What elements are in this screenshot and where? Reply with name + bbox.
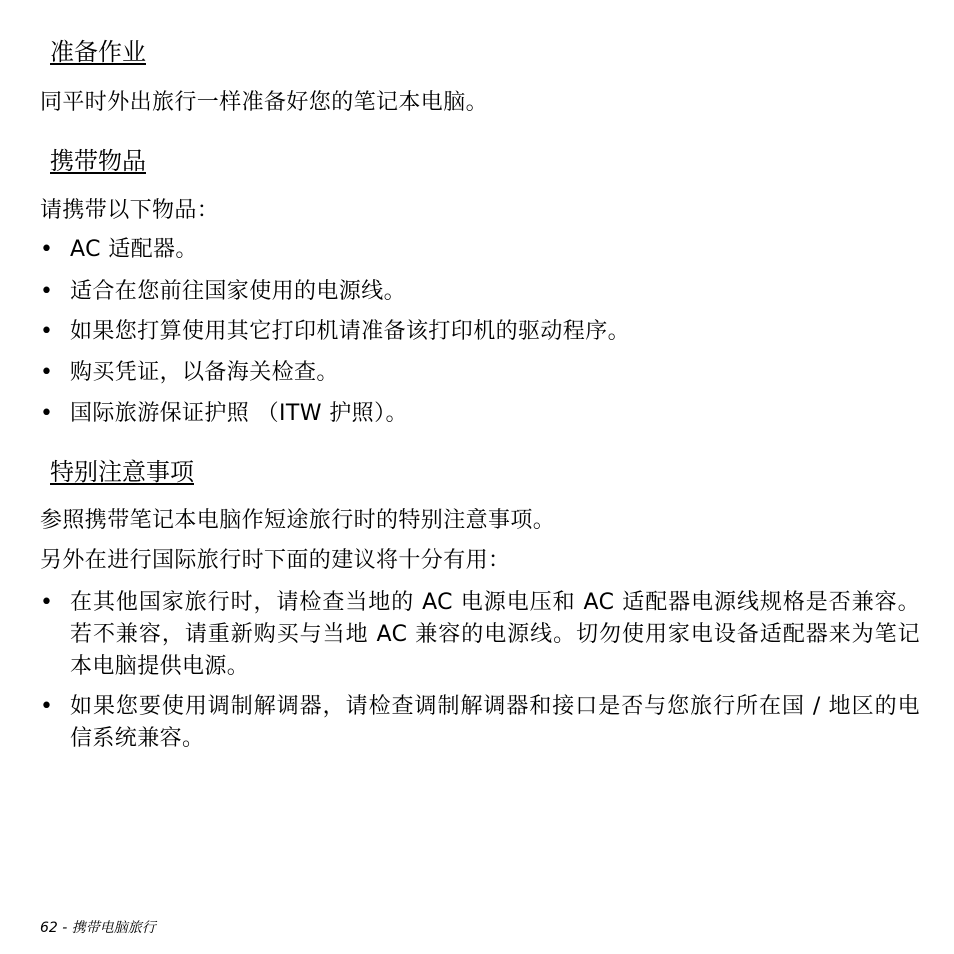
list-item-text: 在其他国家旅行时，请检查当地的 AC 电源电压和 AC 适配器电源线规格是否兼容。若不兼容，请重新购买与当地 AC 兼容的电源线。切勿使用家电设备适配器来为笔记本电脑提供电源。 [70,590,920,679]
section-paragraph: 参照携带笔记本电脑作短途旅行时的特别注意事项。 [40,508,556,533]
list-item [40,234,920,266]
bullet-icon: • [40,401,54,426]
section-heading-items-to-carry: 携带物品 [50,147,146,175]
bullet-icon: • [40,237,54,262]
list-item [40,357,920,389]
bullet-icon: • [40,694,54,719]
bullet-icon: • [40,279,54,304]
list-item-text: 如果您要使用调制解调器，请检查调制解调器和接口是否与您旅行所在国 / 地区的电信系统兼容。 [70,694,920,751]
list-item [40,587,920,683]
list-item-text: 购买凭证，以备海关检查。 [70,360,339,385]
list-item-text: 如果您打算使用其它打印机请准备该打印机的驱动程序。 [70,319,631,344]
section-paragraph: 请携带以下物品： [40,198,220,223]
list-item [40,316,920,348]
page-footer: 62 - 携带电脑旅行 [40,920,156,936]
list-item [40,276,920,308]
section-paragraph: 另外在进行国际旅行时下面的建议将十分有用： [40,548,511,573]
section-heading-special-considerations: 特别注意事项 [50,458,194,486]
list-item-text: 国际旅游保证护照 （ITW 护照）。 [70,401,408,426]
bullet-icon: • [40,590,54,615]
list-item [40,691,920,755]
bullet-icon: • [40,360,54,385]
bullet-icon: • [40,319,54,344]
section-paragraph: 同平时外出旅行一样准备好您的笔记本电脑。 [40,90,489,115]
list-item-text: 适合在您前往国家使用的电源线。 [70,279,407,304]
section-heading-preparation: 准备作业 [50,38,146,66]
list-item-text: AC 适配器。 [70,237,198,262]
list-item [40,398,920,430]
